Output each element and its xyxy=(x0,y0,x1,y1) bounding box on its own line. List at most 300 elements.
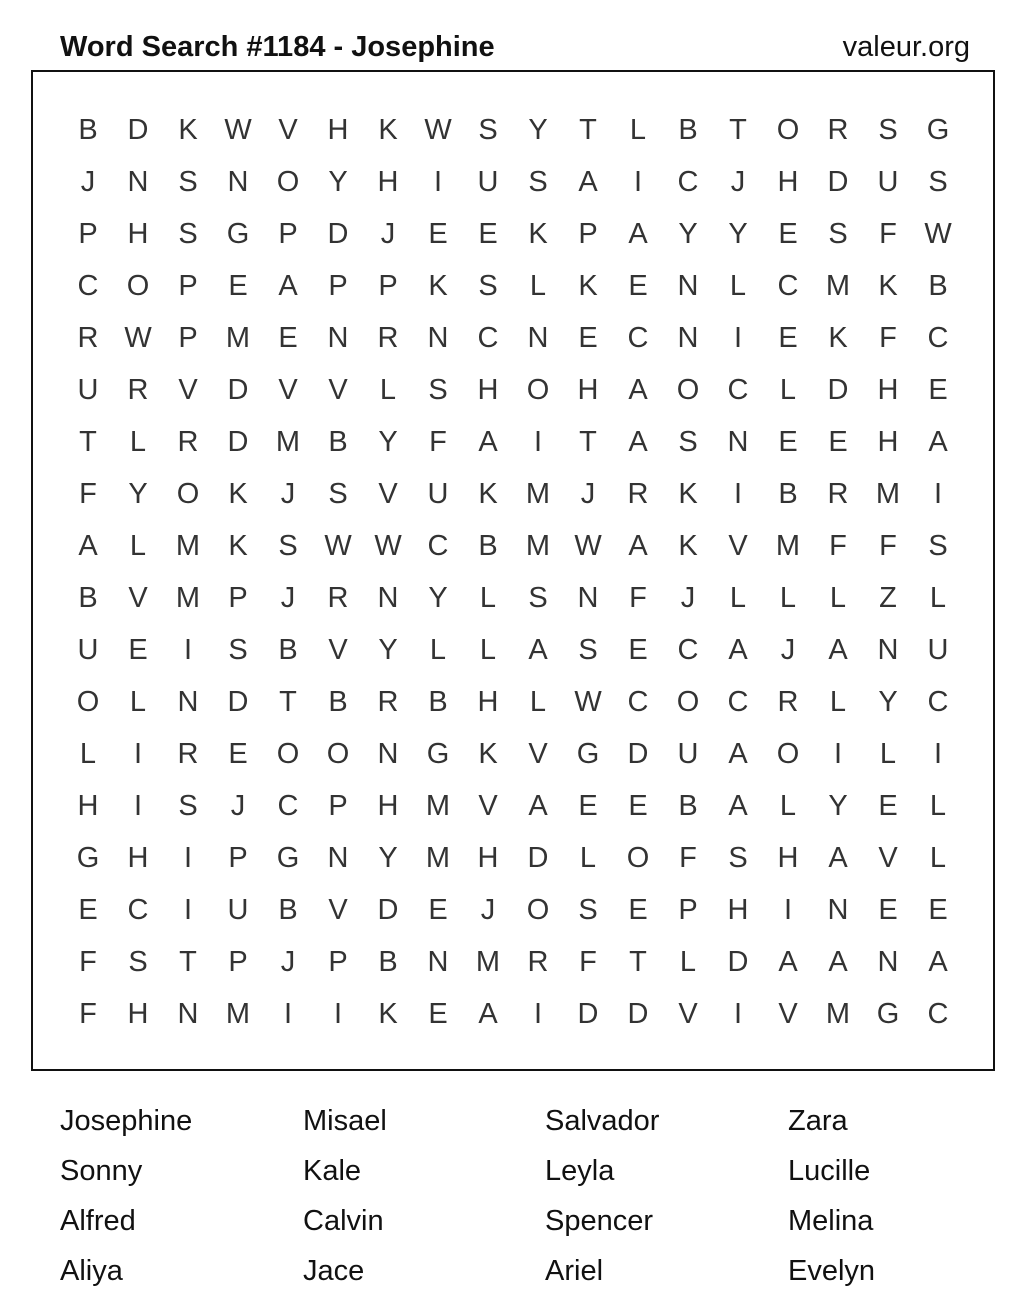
grid-row xyxy=(63,624,963,676)
grid-letter: K xyxy=(678,478,698,510)
grid-letter: I xyxy=(133,790,143,822)
grid-letter: N xyxy=(377,738,399,770)
grid-row xyxy=(63,676,963,728)
grid-letter: O xyxy=(676,374,700,406)
grid-letter: N xyxy=(577,582,599,614)
grid-letter: L xyxy=(729,270,747,302)
grid-row xyxy=(63,364,963,416)
grid-letter: B xyxy=(78,114,98,146)
grid-letter: I xyxy=(333,998,343,1030)
grid-letter: S xyxy=(928,166,948,198)
grid-letter: D xyxy=(577,998,599,1030)
grid-letter: W xyxy=(374,530,402,562)
grid-letter: H xyxy=(577,374,599,406)
grid-letter: N xyxy=(677,322,699,354)
grid-letter: J xyxy=(80,166,96,198)
grid-letter: I xyxy=(833,738,843,770)
grid-letter: L xyxy=(929,842,947,874)
grid-row xyxy=(63,156,963,208)
grid-letter: V xyxy=(328,894,348,926)
grid-letter: E xyxy=(828,426,848,458)
grid-letter: P xyxy=(78,218,98,250)
grid-letter: L xyxy=(79,738,97,770)
grid-letter: L xyxy=(579,842,597,874)
grid-letter: S xyxy=(278,530,298,562)
grid-letter: I xyxy=(183,894,193,926)
grid-letter: P xyxy=(378,270,398,302)
grid-letter: W xyxy=(324,530,352,562)
puzzle-title: Word Search #1184 - Josephine xyxy=(60,31,495,63)
grid-letter: A xyxy=(528,634,548,666)
grid-letter: R xyxy=(527,946,549,978)
grid-letter: P xyxy=(328,270,348,302)
grid-letter: P xyxy=(328,946,348,978)
grid-letter: V xyxy=(678,998,698,1030)
grid-letter: N xyxy=(227,166,249,198)
grid-letter: H xyxy=(477,842,499,874)
grid-letter: L xyxy=(829,686,847,718)
grid-letter: S xyxy=(678,426,698,458)
grid-letter: M xyxy=(475,946,501,978)
grid-letter: D xyxy=(127,114,149,146)
grid-letter: W xyxy=(924,218,952,250)
word-list-item: Melina xyxy=(788,1205,874,1237)
grid-letter: H xyxy=(377,166,399,198)
grid-letter: Y xyxy=(128,478,148,510)
grid-letter: O xyxy=(776,114,800,146)
grid-letter: W xyxy=(574,686,602,718)
grid-letter: T xyxy=(579,114,597,146)
grid-letter: C xyxy=(677,166,699,198)
grid-letter: D xyxy=(727,946,749,978)
grid-row xyxy=(63,520,963,572)
grid-letter: P xyxy=(228,582,248,614)
grid-letter: A xyxy=(628,374,648,406)
grid-letter: F xyxy=(79,478,97,510)
grid-letter: I xyxy=(933,478,943,510)
grid-letter: S xyxy=(578,894,598,926)
grid-letter: H xyxy=(477,374,499,406)
grid-letter: V xyxy=(178,374,198,406)
grid-letter: E xyxy=(578,322,598,354)
grid-letter: Y xyxy=(828,790,848,822)
grid-letter: R xyxy=(127,374,149,406)
grid-letter: R xyxy=(377,322,399,354)
grid-letter: C xyxy=(927,686,949,718)
grid-letter: A xyxy=(278,270,298,302)
grid-letter: A xyxy=(828,842,848,874)
grid-letter: E xyxy=(778,322,798,354)
word-list-item: Josephine xyxy=(60,1105,193,1137)
grid-letter: N xyxy=(527,322,549,354)
grid-letter: U xyxy=(227,894,249,926)
grid-letter: A xyxy=(778,946,798,978)
grid-letter: G xyxy=(426,738,450,770)
grid-letter: J xyxy=(280,946,296,978)
grid-row xyxy=(63,104,963,156)
word-list-item: Calvin xyxy=(303,1205,384,1237)
grid-letter: U xyxy=(77,374,99,406)
grid-letter: M xyxy=(225,998,251,1030)
grid-letter: I xyxy=(733,478,743,510)
grid-row xyxy=(63,728,963,780)
grid-letter: E xyxy=(628,790,648,822)
grid-letter: J xyxy=(580,478,596,510)
grid-letter: J xyxy=(230,790,246,822)
grid-letter: P xyxy=(578,218,598,250)
grid-letter: R xyxy=(327,582,349,614)
grid-letter: N xyxy=(427,322,449,354)
grid-letter: M xyxy=(425,842,451,874)
grid-letter: K xyxy=(428,270,448,302)
grid-letter: B xyxy=(378,946,398,978)
grid-letter: E xyxy=(428,218,448,250)
grid-letter: D xyxy=(527,842,549,874)
grid-letter: U xyxy=(677,738,699,770)
grid-letter: E xyxy=(128,634,148,666)
grid-letter: K xyxy=(228,478,248,510)
grid-letter: W xyxy=(124,322,152,354)
grid-letter: O xyxy=(326,738,350,770)
grid-letter: I xyxy=(783,894,793,926)
grid-letter: S xyxy=(328,478,348,510)
grid-letter: L xyxy=(779,582,797,614)
grid-letter: C xyxy=(277,790,299,822)
grid-letter: T xyxy=(279,686,297,718)
grid-letter: S xyxy=(828,218,848,250)
grid-letter: C xyxy=(677,634,699,666)
grid-letter: A xyxy=(628,218,648,250)
grid-letter: C xyxy=(927,998,949,1030)
grid-letter: L xyxy=(479,634,497,666)
grid-letter: O xyxy=(276,166,300,198)
grid-letter: S xyxy=(478,270,498,302)
grid-letter: A xyxy=(528,790,548,822)
grid-letter: C xyxy=(427,530,449,562)
grid-letter: J xyxy=(780,634,796,666)
grid-letter: M xyxy=(525,478,551,510)
grid-letter: W xyxy=(224,114,252,146)
grid-letter: L xyxy=(529,686,547,718)
grid-letter: U xyxy=(477,166,499,198)
grid-letter: D xyxy=(227,426,249,458)
grid-letter: A xyxy=(828,946,848,978)
grid-letter: R xyxy=(377,686,399,718)
grid-letter: C xyxy=(927,322,949,354)
grid-letter: L xyxy=(929,790,947,822)
grid-letter: K xyxy=(678,530,698,562)
grid-letter: E xyxy=(428,894,448,926)
grid-letter: M xyxy=(825,998,851,1030)
grid-letter: L xyxy=(829,582,847,614)
grid-letter: K xyxy=(878,270,898,302)
grid-letter: C xyxy=(727,686,749,718)
grid-letter: C xyxy=(127,894,149,926)
grid-row xyxy=(63,832,963,884)
grid-letter: D xyxy=(227,686,249,718)
grid-row xyxy=(63,572,963,624)
grid-letter: I xyxy=(433,166,443,198)
grid-letter: C xyxy=(477,322,499,354)
grid-letter: L xyxy=(529,270,547,302)
grid-letter: A xyxy=(928,426,948,458)
grid-letter: V xyxy=(478,790,498,822)
grid-row xyxy=(63,780,963,832)
grid-row xyxy=(63,260,963,312)
grid-letter: B xyxy=(778,478,798,510)
grid-letter: G xyxy=(576,738,600,770)
grid-letter: P xyxy=(178,322,198,354)
grid-letter: E xyxy=(878,894,898,926)
grid-letter: B xyxy=(428,686,448,718)
grid-letter: R xyxy=(77,322,99,354)
grid-letter: K xyxy=(478,738,498,770)
grid-letter: S xyxy=(878,114,898,146)
grid-letter: M xyxy=(875,478,901,510)
grid-letter: H xyxy=(877,374,899,406)
grid-letter: N xyxy=(827,894,849,926)
grid-letter: A xyxy=(728,738,748,770)
grid-letter: S xyxy=(928,530,948,562)
grid-letter: V xyxy=(378,478,398,510)
grid-letter: V xyxy=(128,582,148,614)
grid-letter: B xyxy=(328,426,348,458)
grid-letter: A xyxy=(628,530,648,562)
grid-letter: M xyxy=(775,530,801,562)
grid-letter: W xyxy=(574,530,602,562)
grid-letter: O xyxy=(526,374,550,406)
grid-letter: F xyxy=(629,582,647,614)
word-list-item: Jace xyxy=(303,1255,365,1287)
grid-letter: D xyxy=(327,218,349,250)
grid-letter: L xyxy=(379,374,397,406)
grid-letter: L xyxy=(129,426,147,458)
grid-letter: I xyxy=(133,738,143,770)
grid-letter: N xyxy=(377,582,399,614)
grid-letter: F xyxy=(879,322,897,354)
grid-letter: I xyxy=(283,998,293,1030)
grid-letter: S xyxy=(178,790,198,822)
grid-letter: H xyxy=(127,218,149,250)
word-list-item: Alfred xyxy=(60,1205,136,1237)
grid-letter: E xyxy=(578,790,598,822)
grid-letter: F xyxy=(679,842,697,874)
grid-letter: D xyxy=(827,374,849,406)
grid-letter: S xyxy=(528,582,548,614)
grid-letter: O xyxy=(176,478,200,510)
grid-letter: H xyxy=(127,998,149,1030)
grid-letter: T xyxy=(579,426,597,458)
grid-letter: H xyxy=(727,894,749,926)
grid-letter: O xyxy=(626,842,650,874)
grid-letter: R xyxy=(177,426,199,458)
grid-letter: F xyxy=(79,946,97,978)
grid-letter: D xyxy=(227,374,249,406)
grid-letter: G xyxy=(76,842,100,874)
grid-letter: M xyxy=(225,322,251,354)
grid-letter: E xyxy=(478,218,498,250)
grid-letter: F xyxy=(79,998,97,1030)
grid-letter: E xyxy=(78,894,98,926)
grid-letter: G xyxy=(226,218,250,250)
grid-letter: C xyxy=(627,686,649,718)
grid-letter: J xyxy=(280,582,296,614)
grid-letter: Y xyxy=(378,634,398,666)
grid-letter: U xyxy=(427,478,449,510)
grid-letter: A xyxy=(728,634,748,666)
grid-letter: A xyxy=(478,998,498,1030)
grid-letter: E xyxy=(228,270,248,302)
grid-letter: V xyxy=(278,114,298,146)
grid-letter: N xyxy=(177,686,199,718)
word-list-item: Misael xyxy=(303,1105,387,1137)
grid-letter: L xyxy=(429,634,447,666)
grid-letter: I xyxy=(733,322,743,354)
grid-letter: V xyxy=(528,738,548,770)
grid-letter: L xyxy=(679,946,697,978)
grid-letter: N xyxy=(327,842,349,874)
grid-letter: H xyxy=(327,114,349,146)
grid-letter: I xyxy=(733,998,743,1030)
grid-letter: V xyxy=(778,998,798,1030)
grid-letter: O xyxy=(526,894,550,926)
grid-row xyxy=(63,468,963,520)
grid-letter: M xyxy=(175,582,201,614)
grid-letter: C xyxy=(777,270,799,302)
grid-letter: K xyxy=(828,322,848,354)
grid-letter: L xyxy=(479,582,497,614)
grid-letter: Y xyxy=(378,426,398,458)
grid-letter: S xyxy=(178,166,198,198)
grid-letter: V xyxy=(878,842,898,874)
grid-letter: V xyxy=(278,374,298,406)
grid-letter: M xyxy=(425,790,451,822)
grid-letter: S xyxy=(128,946,148,978)
grid-letter: P xyxy=(678,894,698,926)
grid-row xyxy=(63,416,963,468)
grid-letter: E xyxy=(428,998,448,1030)
grid-row xyxy=(63,936,963,988)
grid-letter: B xyxy=(278,894,298,926)
grid-letter: A xyxy=(828,634,848,666)
grid-letter: S xyxy=(528,166,548,198)
grid-letter: I xyxy=(533,426,543,458)
grid-letter: C xyxy=(727,374,749,406)
grid-letter: C xyxy=(77,270,99,302)
grid-letter: O xyxy=(776,738,800,770)
grid-letter: E xyxy=(278,322,298,354)
grid-letter: K xyxy=(528,218,548,250)
grid-letter: U xyxy=(927,634,949,666)
grid-letter: Y xyxy=(728,218,748,250)
grid-letter: P xyxy=(278,218,298,250)
word-list-item: Spencer xyxy=(545,1205,654,1237)
grid-letter: H xyxy=(77,790,99,822)
grid-letter: B xyxy=(278,634,298,666)
grid-letter: A xyxy=(578,166,598,198)
grid-letter: D xyxy=(377,894,399,926)
grid-letter: Y xyxy=(678,218,698,250)
grid-letter: L xyxy=(779,790,797,822)
grid-letter: N xyxy=(127,166,149,198)
grid-letter: D xyxy=(627,738,649,770)
grid-letter: V xyxy=(728,530,748,562)
grid-letter: E xyxy=(878,790,898,822)
word-list-item: Aliya xyxy=(60,1255,123,1287)
grid-letter: C xyxy=(627,322,649,354)
grid-row xyxy=(63,884,963,936)
grid-letter: O xyxy=(276,738,300,770)
grid-letter: J xyxy=(480,894,496,926)
grid-letter: I xyxy=(183,842,193,874)
grid-row xyxy=(63,988,963,1040)
grid-letter: Y xyxy=(428,582,448,614)
grid-letter: B xyxy=(328,686,348,718)
grid-letter: J xyxy=(730,166,746,198)
grid-letter: O xyxy=(676,686,700,718)
word-list-item: Evelyn xyxy=(788,1255,876,1287)
grid-letter: K xyxy=(378,114,398,146)
grid-letter: P xyxy=(328,790,348,822)
grid-letter: A xyxy=(478,426,498,458)
grid-letter: L xyxy=(879,738,897,770)
grid-letter: N xyxy=(877,946,899,978)
grid-letter: E xyxy=(228,738,248,770)
grid-letter: V xyxy=(328,374,348,406)
grid-letter: H xyxy=(777,842,799,874)
grid-letter: J xyxy=(680,582,696,614)
grid-letter: P xyxy=(228,946,248,978)
grid-letter: K xyxy=(578,270,598,302)
grid-letter: E xyxy=(628,894,648,926)
grid-letter: K xyxy=(378,998,398,1030)
word-list-item: Ariel xyxy=(545,1255,604,1287)
grid-letter: L xyxy=(129,686,147,718)
grid-letter: B xyxy=(678,790,698,822)
word-list-item: Lucille xyxy=(788,1155,871,1187)
grid-letter: T xyxy=(79,426,97,458)
grid-letter: M xyxy=(275,426,301,458)
grid-letter: E xyxy=(628,634,648,666)
grid-letter: D xyxy=(627,998,649,1030)
grid-letter: Y xyxy=(878,686,898,718)
grid-letter: S xyxy=(178,218,198,250)
grid-letter: I xyxy=(533,998,543,1030)
grid-letter: B xyxy=(678,114,698,146)
grid-letter: G xyxy=(276,842,300,874)
grid-letter: E xyxy=(928,374,948,406)
grid-letter: N xyxy=(877,634,899,666)
grid-letter: K xyxy=(228,530,248,562)
grid-letter: N xyxy=(327,322,349,354)
grid-letter: N xyxy=(427,946,449,978)
grid-letter: J xyxy=(280,478,296,510)
grid-letter: H xyxy=(877,426,899,458)
grid-letter: I xyxy=(183,634,193,666)
grid-letter: R xyxy=(777,686,799,718)
grid-letter: G xyxy=(926,114,950,146)
site-name: valeur.org xyxy=(842,31,970,63)
grid-letter: F xyxy=(579,946,597,978)
grid-letter: S xyxy=(428,374,448,406)
grid-letter: G xyxy=(876,998,900,1030)
grid-letter: M xyxy=(825,270,851,302)
word-list-item: Kale xyxy=(303,1155,362,1187)
grid-letter: V xyxy=(328,634,348,666)
grid-letter: H xyxy=(377,790,399,822)
grid-letter: A xyxy=(628,426,648,458)
grid-letter: T xyxy=(629,946,647,978)
